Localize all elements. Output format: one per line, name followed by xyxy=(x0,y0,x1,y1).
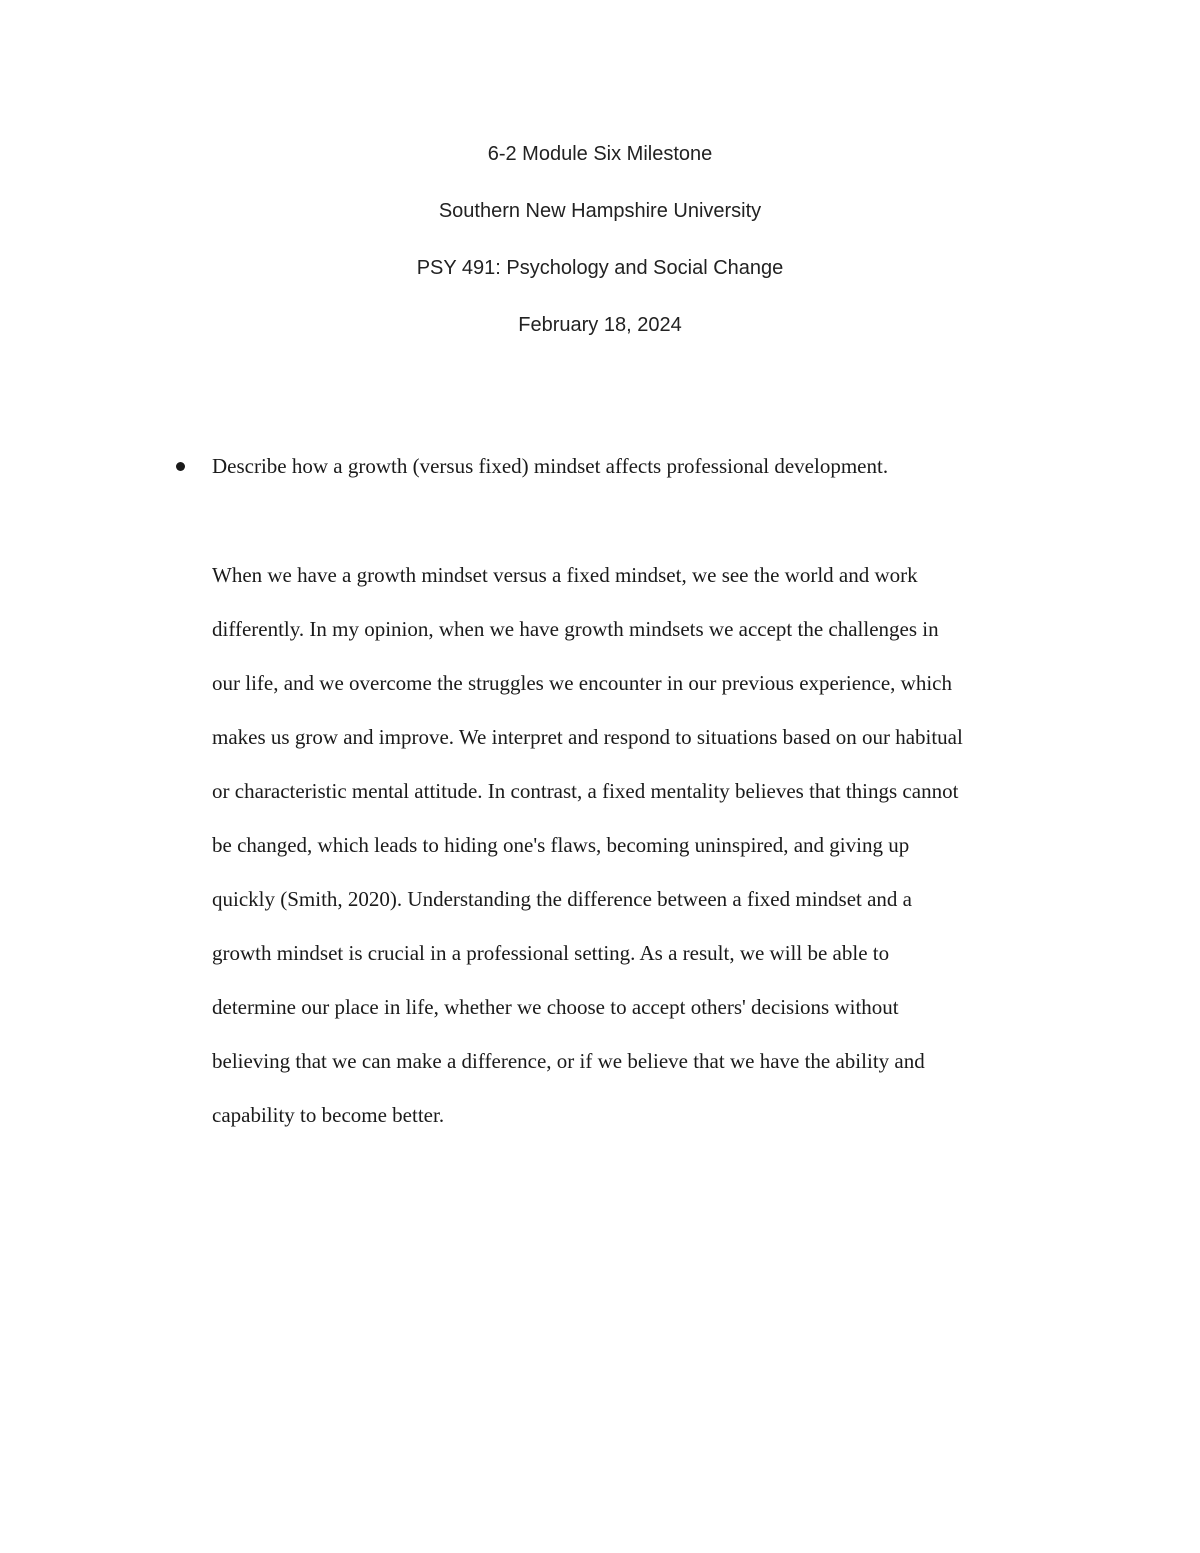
answer-line: differently. In my opinion, when we have growth mindsets we accept the challenges in xyxy=(212,617,939,641)
answer-line: growth mindset is crucial in a professional setting. As a result, we will be able to xyxy=(212,941,890,965)
document-date: February 18, 2024 xyxy=(518,314,682,336)
answer-line: be changed, which leads to hiding one's flaws, becoming uninspired, and giving up xyxy=(212,833,910,857)
course-name: PSY 491: Psychology and Social Change xyxy=(416,257,784,279)
answer-line: believing that we can make a difference, or if we believe that we have the ability and xyxy=(212,1049,925,1073)
answer-line: makes us grow and improve. We interpret and respond to situations based on our habitual xyxy=(212,725,963,749)
answer-line: our life, and we overcome the struggles we encounter in our previous experience, which xyxy=(212,671,952,695)
institution-name: Southern New Hampshire University xyxy=(438,200,762,222)
answer-line: determine our place in life, whether we choose to accept others' decisions without xyxy=(212,995,899,1019)
answer-line: quickly (Smith, 2020). Understanding the difference between a fixed mindset and a xyxy=(212,887,912,911)
document-title: 6-2 Module Six Milestone xyxy=(487,143,713,165)
answer-line: When we have a growth mindset versus a fixed mindset, we see the world and work xyxy=(212,563,918,587)
bullet-icon xyxy=(176,462,185,471)
answer-line: capability to become better. xyxy=(212,1103,445,1127)
prompt-text: Describe how a growth (versus fixed) mindset affects professional development. xyxy=(212,454,889,478)
answer-line: or characteristic mental attitude. In contrast, a fixed mentality believes that things cannot xyxy=(212,779,959,803)
